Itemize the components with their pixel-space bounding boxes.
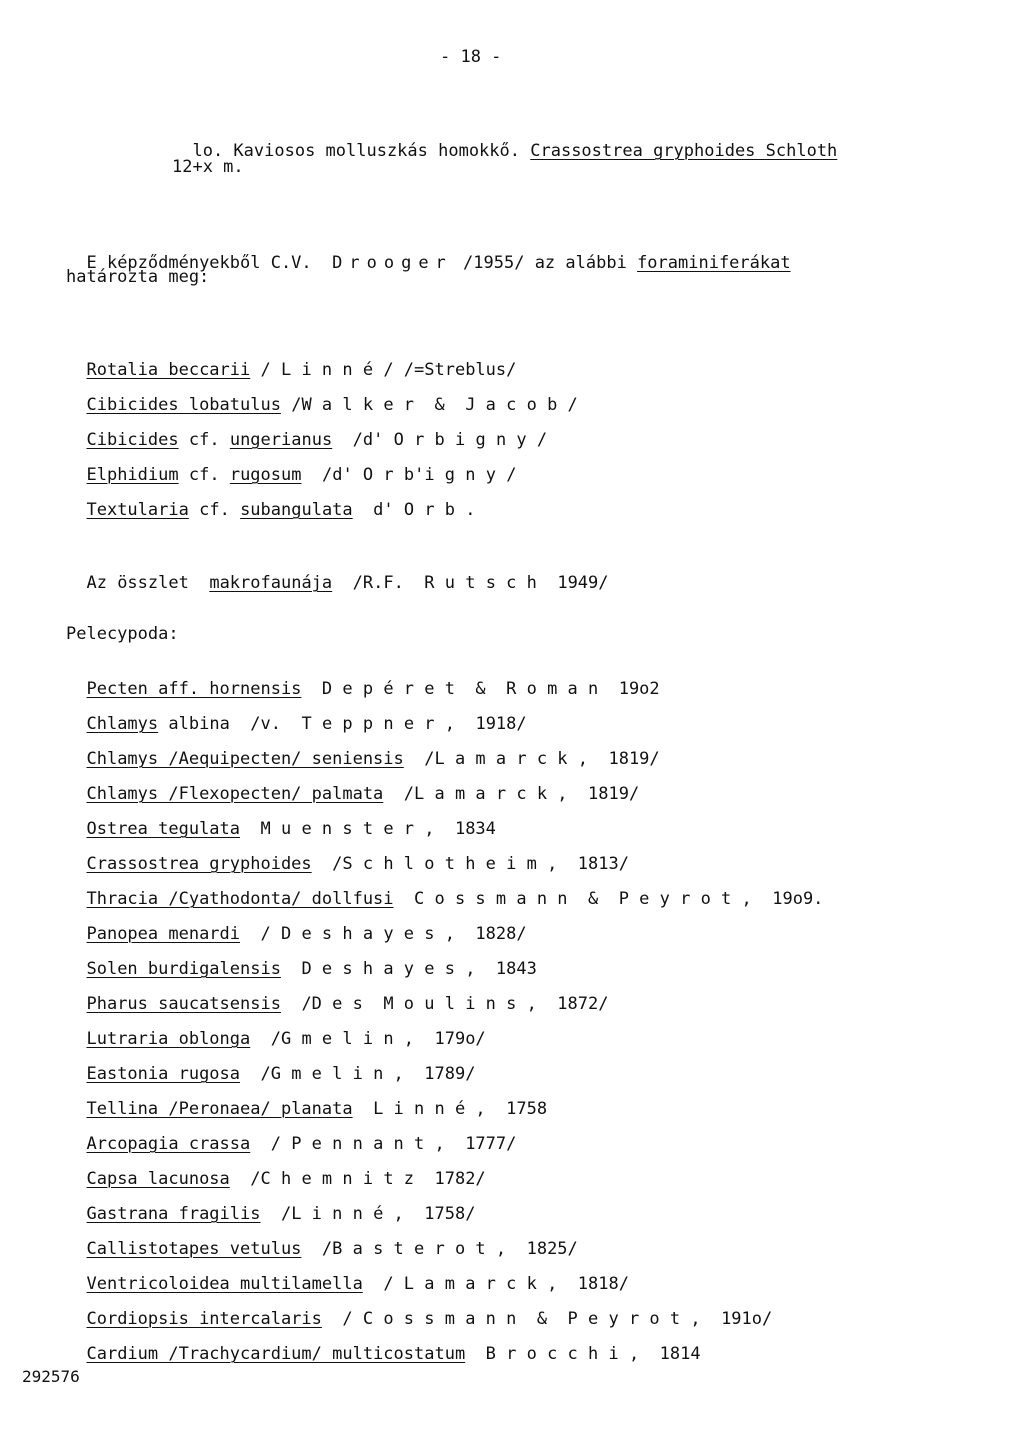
species-author: /G m e l i n , 1789/: [260, 1064, 476, 1084]
species-author: B r o c c h i , 1814: [485, 1344, 701, 1364]
species-name: Crassostrea gryphoides: [86, 854, 312, 874]
item10-thickness: 12+x m.: [172, 157, 244, 177]
macrofauna-heading: [66, 550, 609, 594]
species-name: Chlamys: [86, 714, 159, 734]
species-name: Arcopagia crassa: [86, 1134, 251, 1154]
item10-line: [172, 118, 837, 162]
foram-name2: ungerianus: [229, 430, 333, 450]
species-name: Lutraria oblonga: [86, 1029, 251, 1049]
species-author: /B a s t e r o t , 1825/: [321, 1239, 578, 1259]
species-author: / P e n n a n t , 1777/: [270, 1134, 517, 1154]
species-name: Capsa lacunosa: [86, 1169, 230, 1189]
species-name: Panopea menardi: [86, 924, 241, 944]
foram-author-rest: / L i n n é / /=Streblus/: [260, 360, 517, 380]
foram-intro-end: foraminiferákat: [637, 253, 791, 273]
item10-species: Crassostrea gryphoides Schloth: [530, 141, 838, 161]
species-author: M u e n s t e r , 1834: [260, 819, 496, 839]
species-name: Gastrana fragilis: [86, 1204, 261, 1224]
foram-intro-start: E képződményekből C.V.: [86, 253, 312, 273]
species-author: /L a m a r c k , 1819/: [424, 749, 660, 769]
species-author: D e p é r e t & R o m a n 19o2: [321, 679, 660, 699]
foram-item: [66, 477, 476, 521]
macro-heading-start: Az összlet: [86, 573, 189, 593]
species-name: Thracia /Cyathodonta/ dollfusi: [86, 889, 394, 909]
group-heading: Pelecypoda:: [66, 624, 179, 644]
foram-name2: rugosum: [229, 465, 302, 485]
species-name: Chlamys /Aequipecten/ seniensis: [86, 749, 404, 769]
foram-author-rest: /W a l k e r & J a c o b /: [291, 395, 578, 415]
foram-name: Cibicides: [86, 430, 179, 450]
species-author: /L i n n é , 1758/: [280, 1204, 476, 1224]
species-row: [66, 1321, 701, 1365]
foram-intro-mid: /1955/ az alábbi: [463, 253, 627, 273]
foram-cf: cf.: [188, 465, 220, 485]
species-name: Pecten aff. hornensis: [86, 679, 302, 699]
species-name: Ostrea tegulata: [86, 819, 241, 839]
species-author: / L a m a r c k , 1818/: [383, 1274, 629, 1294]
foram-author-rest: d' O r b .: [373, 500, 476, 520]
foram-name: Cibicides lobatulus: [86, 395, 281, 415]
foram-name: Elphidium: [86, 465, 179, 485]
species-plain: albina: [168, 714, 230, 734]
species-author: /L a m a r c k , 1819/: [403, 784, 640, 804]
foram-cf: cf.: [188, 430, 220, 450]
species-name: Solen burdigalensis: [86, 959, 281, 979]
species-name: Tellina /Peronaea/ planata: [86, 1099, 353, 1119]
species-name: Eastonia rugosa: [86, 1064, 241, 1084]
species-name: Pharus saucatsensis: [86, 994, 281, 1014]
macro-heading-underlined: makrofaunája: [209, 573, 333, 593]
macro-heading-end: /R.F. R u t s c h 1949/: [352, 573, 609, 593]
species-author: / C o s s m a n n & P e y r o t , 191o/: [342, 1309, 773, 1329]
foram-name: Rotalia beccarii: [86, 360, 251, 380]
species-author: /S c h l o t h e i m , 1813/: [332, 854, 629, 874]
foram-name2: subangulata: [240, 500, 353, 520]
species-name: Cordiopsis intercalaris: [86, 1309, 322, 1329]
foram-author-rest: /d' O r b'i g n y /: [321, 465, 517, 485]
item10-text: lo. Kaviosos molluszkás homokkő.: [192, 141, 520, 161]
species-name: Cardium /Trachycardium/ multicostatum: [86, 1344, 466, 1364]
species-author: /D e s M o u l i n s , 1872/: [301, 994, 609, 1014]
species-author: / D e s h a y e s , 1828/: [260, 924, 527, 944]
species-author: /C h e m n i t z 1782/: [250, 1169, 486, 1189]
foram-name: Textularia: [86, 500, 189, 520]
foram-author: Drooger: [332, 253, 453, 273]
footer-code: 292576: [22, 1367, 80, 1386]
foram-intro-line2: határozta meg:: [66, 267, 210, 287]
species-name: Ventricoloidea multilamella: [86, 1274, 363, 1294]
species-author: L i n n é , 1758: [373, 1099, 548, 1119]
foram-cf: cf.: [199, 500, 230, 520]
page-number: - 18 -: [440, 47, 502, 67]
species-author: C o s s m a n n & P e y r o t , 19o9.: [414, 889, 824, 909]
foram-author-rest: /d' O r b i g n y /: [352, 430, 548, 450]
species-author: /v. T e p p n e r , 1918/: [250, 714, 527, 734]
species-name: Chlamys /Flexopecten/ palmata: [86, 784, 384, 804]
species-author: D e s h a y e s , 1843: [301, 959, 537, 979]
species-author: /G m e l i n , 179o/: [270, 1029, 486, 1049]
species-name: Callistotapes vetulus: [86, 1239, 302, 1259]
